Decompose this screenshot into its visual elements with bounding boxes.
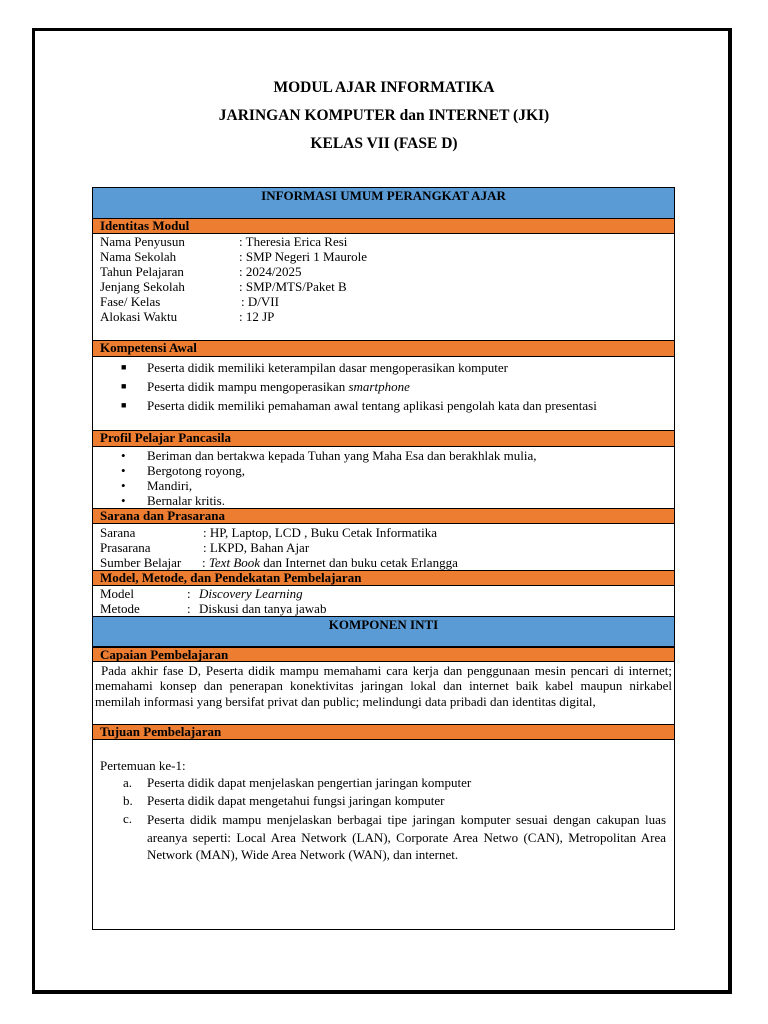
profil-item: Bernalar kritis. [147,493,225,508]
title-line-3: KELAS VII (FASE D) [310,135,458,152]
kompetensi-heading: Kompetensi Awal [93,340,674,357]
sarana-value: : LKPD, Bahan Ajar [203,540,310,555]
model-label: Metode [100,601,140,616]
komponen-header: KOMPONEN INTI [93,616,674,647]
profil-item: Mandiri, [147,478,193,493]
tujuan-heading: Tujuan Pembelajaran [93,724,674,740]
identitas-value: : D/VII [241,294,279,309]
sarana-value [202,555,458,570]
module-table [92,187,675,930]
kompetensi-item-text: Peserta didik mampu mengoperasikan [147,379,346,394]
identitas-label: Tahun Pelajaran [100,264,184,279]
identitas-label: Fase/ Kelas [100,294,161,309]
profil-item: Beriman dan bertakwa kepada Tuhan yang Maha Esa dan berakhlak mulia, [147,448,537,463]
sarana-heading: Sarana dan Prasarana [93,508,674,524]
list-marker: b. [123,793,133,808]
identitas-value: : Theresia Erica Resi [239,234,348,249]
sarana-value-italic: Text Book [208,555,261,570]
tujuan-item: Peserta didik mampu menjelaskan berbagai tipe jaringan komputer sesuai dengan cakupan luas areanya seperti: Local Area Network (LAN), Corporate Area Netwo (CAN), Metropolitan Area Network (MAN), Wide Area Network (WAN), dan internet. [147,812,666,863]
profil-item: Bergotong royong, [147,463,245,478]
identitas-label: Jenjang Sekolah [100,279,185,294]
capaian-text: Pada akhir fase D, Peserta didik mampu memahami cara kerja dan penggunaan mesin pencari di internet; memahami konsep dan penerapan konektivitas jaringan lokal dan internet baik kabel maupun nirkabel memilah informasi yang bersifat privat dan public; melindungi data pribadi dan identitas digital, [95,663,672,709]
bullet-square-icon: ■ [121,400,127,410]
kompetensi-item [147,379,650,395]
kompetensi-body [93,357,674,430]
kompetensi-item: Peserta didik memiliki pemahaman awal tentang aplikasi pengolah kata dan presentasi [147,398,597,413]
bullet-dot-icon: • [121,463,126,478]
tujuan-item: Peserta didik dapat menjelaskan pengertian jaringan komputer [147,775,472,790]
bullet-dot-icon: • [121,478,126,493]
list-marker: a. [123,775,133,790]
title-line-1: MODUL AJAR INFORMATIKA [273,79,495,96]
sarana-value: : HP, Laptop, LCD , Buku Cetak Informatika [203,525,437,540]
info-header: INFORMASI UMUM PERANGKAT AJAR [93,188,674,219]
sarana-value-prefix: : [202,555,209,570]
identitas-value: : SMP Negeri 1 Maurole [239,249,368,264]
identitas-value: : 12 JP [239,309,275,324]
identitas-label: Alokasi Waktu [100,309,178,324]
identitas-heading: Identitas Modul [93,218,674,234]
identitas-value: : SMP/MTS/Paket B [239,279,347,294]
title-line-2: JARINGAN KOMPUTER dan INTERNET (JKI) [218,107,550,124]
meeting-label: Pertemuan ke-1: [100,758,186,773]
kompetensi-item-italic: smartphone [348,379,410,394]
sarana-label: Sumber Belajar [100,555,182,570]
identitas-body [93,234,674,342]
sarana-label: Sarana [100,525,136,540]
bullet-square-icon: ■ [121,362,127,372]
identitas-value: : 2024/2025 [239,264,302,279]
model-value: Diskusi dan tanya jawab [199,601,327,616]
capaian-heading: Capaian Pembelajaran [93,647,674,662]
document-title [0,77,768,161]
model-colon: : [187,586,191,601]
bullet-dot-icon: • [121,493,126,508]
sarana-label: Prasarana [100,540,151,555]
model-label: Model [100,586,134,601]
profil-heading: Profil Pelajar Pancasila [93,430,674,447]
kompetensi-item: Peserta didik memiliki keterampilan dasar mengoperasikan komputer [147,360,509,375]
model-colon: : [187,601,191,616]
identitas-label: Nama Penyusun [100,234,185,249]
bullet-square-icon: ■ [121,381,127,391]
sarana-body [93,524,674,570]
tujuan-item: Peserta didik dapat mengetahui fungsi jaringan komputer [147,793,445,808]
model-heading: Model, Metode, dan Pendekatan Pembelajaran [93,570,674,586]
profil-body [93,447,674,507]
tujuan-body [93,740,674,929]
bullet-dot-icon: • [121,448,126,463]
model-value: Discovery Learning [199,586,303,601]
sarana-value-rest: dan Internet dan buku cetak Erlangga [260,555,458,570]
identitas-label: Nama Sekolah [100,249,177,264]
model-body [93,586,674,616]
list-marker: c. [123,811,133,826]
